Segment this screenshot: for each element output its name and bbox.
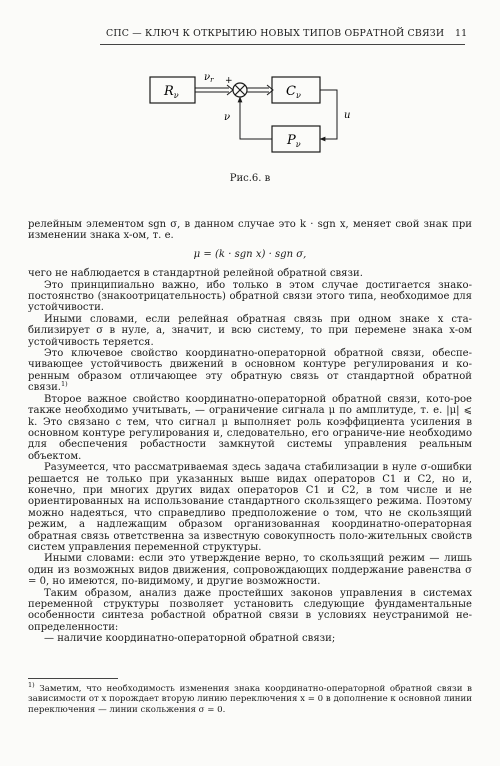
figure-caption: Рис.6. в [229,173,271,184]
paragraph: Иными словами: если это утверждение верно, то скользящий режим — лишь один из возможных видов движения, сопровождающих поддержание равенства σ = 0, но имеются, по-видимому, и другие возможности. [28,553,472,588]
svg-text:Rν [163,84,179,100]
block-p-label: P [287,133,296,148]
label-nu-r: ν [204,72,211,83]
page-number: 11 [455,28,468,39]
paragraph: релейным элементом sgn σ, в данном случае это k · sgn x, меняет свой знак при изменении знака x-ом, т. е. [28,219,472,242]
paragraph: Второе важное свойство координатно-операторной обратной связи, кото-рое также необходимо учитывать, — ограничение сигнала μ по амплитуде, т. е. |μ| ⩽ k. Это связано с тем, что сигнал μ выполняет роль коэффициента усиления в основном контуре регулирования и, следовательно, его ограниче-ние необходимо для обеспечения робастности замкнутой системы управления реальным объектом. [28,393,472,462]
paragraph: чего не наблюдается в стандартной релейной обратной связи. [28,268,363,280]
signal-line-u [320,90,337,139]
block-c-label: C [286,84,296,99]
summing-junction [233,83,247,97]
label-nu: ν [224,112,231,123]
label-plus: + [225,76,233,86]
footnote-rule [28,678,118,679]
footnote-ref: 1) [61,380,68,389]
paragraph-text: Это ключевое свойство координатно-операторной обратной связи, обеспе-чивающее устойчивость движений в основном контуре регулирования и ко-ренным образом отличающее эту обратную связь от стандартной обратной связи. [28,348,472,394]
running-head-title: СПС — КЛЮЧ К ОТКРЫТИЮ НОВЫХ ТИПОВ ОБРАТНОЙ СВЯЗИ [106,28,445,39]
footnote-text: Заметим, что необходимость изменения знака координатно-операторной обратной связи в зависимости от x порождает вторую линию переключения x = 0 в дополнение к основной линии переключения — линии скольжения σ = 0. [28,684,473,715]
label-u: u [344,110,351,121]
label-nu-r-sub: r [210,76,214,84]
block-p-sub: ν [295,140,301,149]
signal-line-nu [240,97,272,139]
paragraph: Иными словами, если релейная обратная связь при одном знаке x ста-билизирует σ в нуле, а, значит, и всю систему, то при перемене знака x-ом устойчивость теряется. [28,313,472,348]
paragraph: Разумеется, что рассматриваемая здесь задача стабилизации в нуле σ-ошибки решается не только при указанных выше видах операторов C1 и C2, но и, конечно, при многих других видах операторов C1 и C2, в том числе и не ориентированных на использование стандартного скользящего режима. Поэтому можно надеяться, что справедливо предположение о том, что не скользящий режим, а надлежащим образом организованная координатно-операторная обратная связь ответственна за известную совокупность поло-жительных свойств систем управления переменной структуры. [28,462,472,553]
footnote-mark: 1) [28,681,35,689]
paragraph: Таким образом, анализ даже простейших законов управления в системах переменной структуры позволяет установить следующие фундаментальные особенности синтеза робастной обратной связи в условиях неустранимой не-определенности: [28,587,472,633]
formula: μ = (k · sgn x) · sgn σ, [193,248,307,260]
block-c-sub: ν [295,91,301,100]
block-diagram [0,0,500,200]
svg-text:Cν [286,84,301,100]
body-text [28,219,472,645]
list-item: — наличие координатно-операторной обратной связи; [44,633,336,645]
block-r-sub: ν [173,91,179,100]
paragraph [28,348,472,394]
svg-text:Pν [286,133,301,149]
svg-text:νr [204,72,214,84]
paragraph: Это принципиально важно, ибо только в этом случае достигается знако-постоянство (знакоотрицательность) обратной связи этого типа, необходимое для устойчивости. [28,279,472,314]
block-r-label: R [164,84,174,99]
footnote [28,681,473,715]
